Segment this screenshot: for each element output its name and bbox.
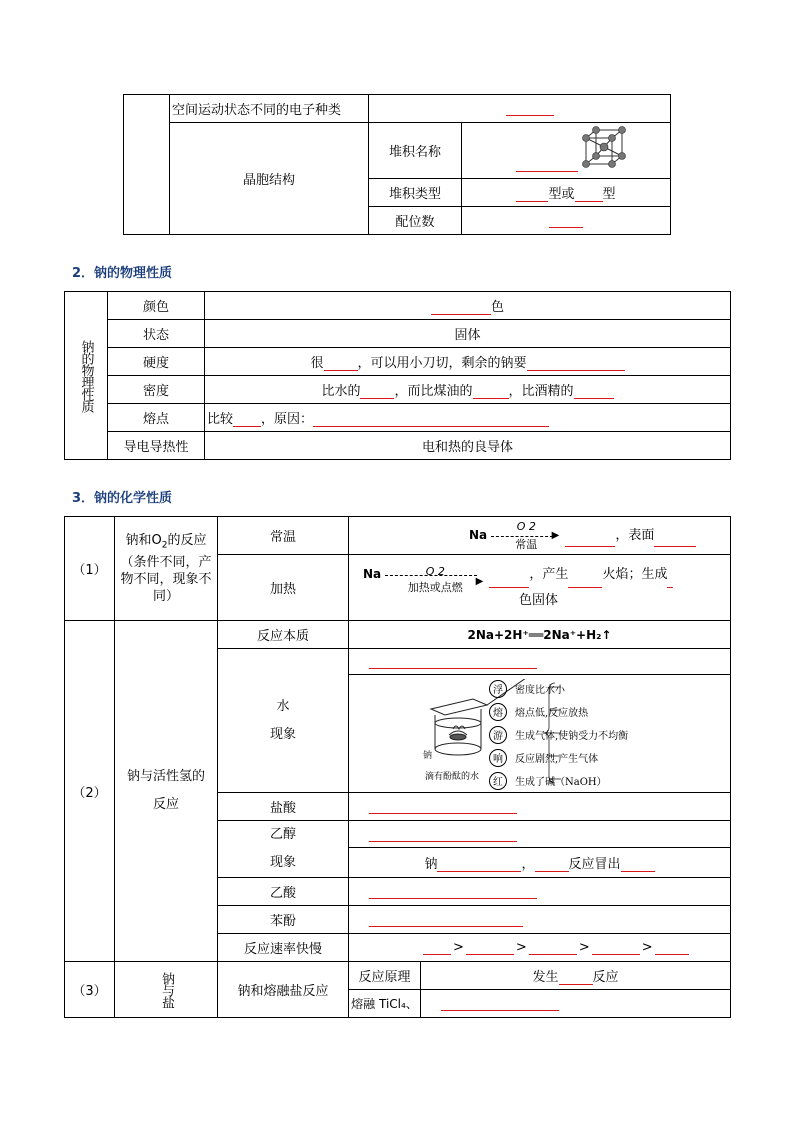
answer-blank[interactable] [369, 827, 517, 842]
reaction-arrow-icon: O 2 ▶ 加热或点燃 [385, 564, 485, 586]
reaction-nature-label: 反应本质 [218, 621, 349, 649]
reaction-arrow-icon: O 2 ▶ 常温 [491, 525, 561, 547]
rate-answer: > > > > [349, 934, 731, 962]
answer-blank[interactable] [489, 573, 529, 588]
normal-temp-answer: Na O 2 ▶ 常温 ，表面 [349, 517, 731, 555]
acetic-acid-answer [349, 878, 731, 906]
water-phenomenon-cell [349, 675, 731, 793]
color-answer: 色 [205, 292, 731, 320]
hardness-answer: 很 ，可以用小刀切，剩余的钠要 [205, 348, 731, 376]
answer-blank[interactable] [575, 187, 603, 202]
answer-blank[interactable] [324, 356, 358, 371]
answer-blank[interactable] [369, 654, 537, 669]
row-2-label: 钠与活性氢的反应 [115, 621, 218, 962]
top-table [123, 94, 671, 235]
answer-blank[interactable] [516, 157, 578, 172]
stack-name-answer [462, 123, 671, 179]
answer-blank[interactable] [655, 940, 689, 955]
state-label: 状态 [108, 320, 205, 348]
row-1-label: 钠和$O_2$的反应（条件不同，产物不同，现象不同） [115, 517, 218, 621]
density-label: 密度 [108, 376, 205, 404]
acetic-acid-label: 乙酸 [218, 878, 349, 906]
density-answer: 比水的 ，而比煤油的 ，比酒精的 [205, 376, 731, 404]
answer-blank[interactable] [360, 384, 394, 399]
water-label: 水 现象 [218, 649, 349, 793]
answer-blank[interactable] [441, 996, 559, 1011]
stack-type-answer: 型或 型 [462, 179, 671, 207]
melting-point-answer: 比较 ，原因： [205, 404, 731, 432]
list-item: 游 生成气体,使钠受力不均衡 [489, 723, 628, 746]
list-item: 红 生成了碱（NaOH） [489, 769, 628, 792]
answer-blank[interactable] [621, 857, 655, 872]
physical-side-label: 钠的物理性质 [65, 292, 108, 460]
principle-answer: 发生 反应 [421, 962, 731, 990]
answer-blank[interactable] [473, 384, 509, 399]
principle-label: 反应原理 [349, 962, 421, 990]
svg-text:钠: 钠 [423, 751, 433, 761]
rate-label: 反应速率快慢 [218, 934, 349, 962]
answer-blank[interactable] [565, 532, 615, 547]
answer-blank[interactable] [527, 356, 625, 371]
answer-blank[interactable] [313, 412, 549, 427]
top-side-cell [124, 95, 170, 235]
stack-type-label: 堆积类型 [369, 179, 462, 207]
state-value: 固体 [205, 320, 731, 348]
answer-blank[interactable] [529, 940, 577, 955]
ticl4-answer [421, 990, 731, 1018]
answer-blank[interactable] [654, 532, 696, 547]
answer-blank[interactable] [369, 799, 517, 814]
answer-blank[interactable] [574, 384, 614, 399]
bcc-lattice-icon [580, 126, 628, 170]
answer-blank[interactable] [535, 857, 569, 872]
physical-properties-table [64, 291, 731, 460]
list-item: 浮 密度比水小 [489, 677, 628, 700]
melting-point-label: 熔点 [108, 404, 205, 432]
answer-blank[interactable] [549, 213, 583, 228]
answer-blank[interactable] [369, 884, 537, 899]
hardness-label: 硬度 [108, 348, 205, 376]
normal-temp-label: 常温 [218, 517, 349, 555]
answer-blank[interactable] [437, 857, 521, 872]
answer-blank[interactable] [667, 573, 673, 588]
electron-kind-label: 空间运动状态不同的电子种类 [170, 95, 369, 123]
hcl-answer [349, 793, 731, 821]
answer-blank[interactable] [431, 300, 491, 315]
ethanol-answer [349, 821, 731, 848]
reaction-nature-formula: 2Na+2H⁺══2Na⁺+H₂↑ [349, 621, 731, 649]
electron-kind-answer [369, 95, 671, 123]
row-1-number: （1） [65, 517, 115, 621]
water-answer [349, 649, 731, 675]
ethanol-phenomenon: 钠 ， 反应冒出 [349, 848, 731, 878]
phenomenon-list [489, 677, 628, 792]
section-2-heading: 2．钠的物理性质 [72, 266, 173, 281]
answer-blank[interactable] [568, 573, 602, 588]
phenol-label: 苯酚 [218, 906, 349, 934]
row-2-number: （2） [65, 621, 115, 962]
molten-salt-label: 钠和熔融盐反应 [218, 962, 349, 1018]
coord-number-label: 配位数 [369, 207, 462, 235]
ticl4-label: 熔融 TiCl₄、 [349, 990, 421, 1018]
coord-number-answer [462, 207, 671, 235]
answer-blank[interactable] [516, 187, 548, 202]
answer-blank[interactable] [466, 940, 514, 955]
list-item: 熔 熔点低,反应放热 [489, 700, 628, 723]
color-label: 颜色 [108, 292, 205, 320]
hcl-label: 盐酸 [218, 793, 349, 821]
phenol-answer [349, 906, 731, 934]
section-3-heading: 3．钠的化学性质 [72, 491, 173, 506]
conductivity-value: 电和热的良导体 [205, 432, 731, 460]
heating-answer: Na O 2 ▶ 加热或点燃 ，产生 火焰；生成 色固体 [349, 555, 731, 621]
answer-blank[interactable] [369, 912, 523, 927]
row-3-number: （3） [65, 962, 115, 1018]
answer-blank[interactable] [233, 412, 261, 427]
conductivity-label: 导电导热性 [108, 432, 205, 460]
ethanol-label: 乙醇 现象 [218, 821, 349, 878]
answer-blank[interactable] [423, 940, 451, 955]
svg-text:滴有酚酞的水: 滴有酚酞的水 [425, 772, 480, 782]
answer-blank[interactable] [592, 940, 640, 955]
answer-blank[interactable] [506, 101, 554, 116]
crystal-structure-label: 晶胞结构 [170, 123, 369, 235]
row-3-label: 钠与盐 [115, 962, 218, 1018]
list-item: 响 反应剧烈,产生气体 [489, 746, 628, 769]
chemical-properties-table [64, 516, 731, 1018]
answer-blank[interactable] [559, 970, 593, 985]
stack-name-label: 堆积名称 [369, 123, 462, 179]
heating-label: 加热 [218, 555, 349, 621]
